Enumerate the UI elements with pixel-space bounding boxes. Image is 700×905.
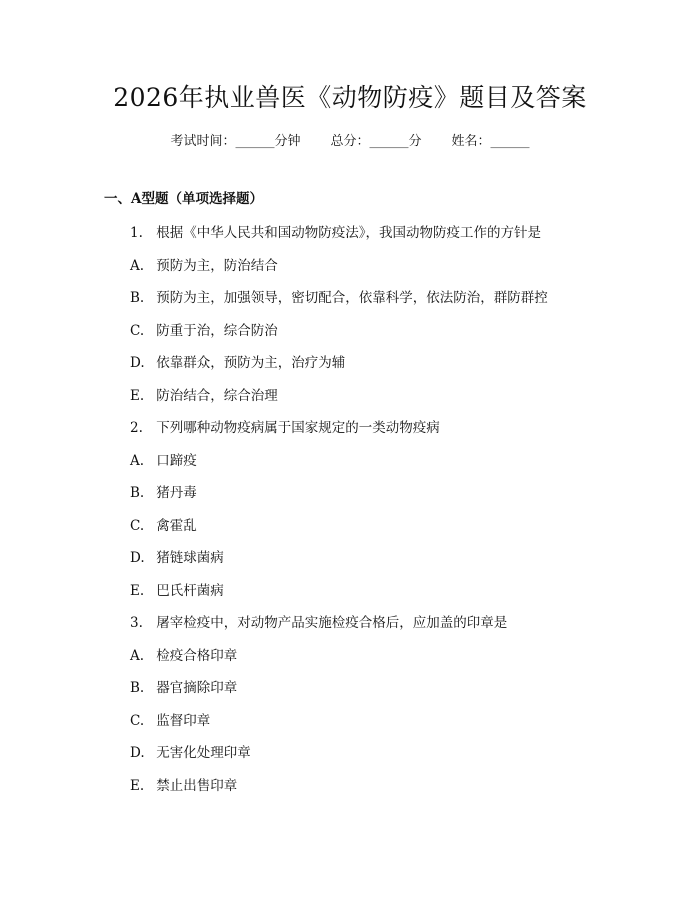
option-c [130, 322, 630, 355]
question-number: 2. [130, 420, 143, 436]
option-a [130, 257, 630, 290]
total-score-field: 总分：______分 [330, 134, 422, 149]
option-text: 器官摘除印章 [156, 680, 238, 696]
option-b [130, 484, 630, 517]
option-label: D. [130, 355, 145, 371]
option-label: A. [130, 452, 145, 469]
option-text: 防治结合，综合治理 [156, 387, 278, 404]
option-e [130, 387, 630, 420]
question-text: 下列哪种动物疫病属于国家规定的一类动物疫病 [156, 420, 440, 436]
option-label: C. [130, 712, 145, 729]
option-text: 监督印章 [156, 712, 211, 729]
question-stem [130, 614, 630, 647]
option-a [130, 647, 630, 680]
option-text: 检疫合格印章 [156, 647, 238, 664]
page-title: 2026年执业兽医《动物防疫》题目及答案 [113, 83, 587, 112]
option-text: 禁止出售印章 [156, 777, 238, 794]
option-d [130, 354, 630, 387]
option-c [130, 712, 630, 745]
option-label: C. [130, 517, 145, 534]
question-text: 根据《中华人民共和国动物防疫法》，我国动物防疫工作的方针是 [156, 225, 542, 241]
option-label: C. [130, 322, 145, 339]
question-list [130, 224, 630, 809]
option-d [130, 549, 630, 582]
option-text: 巴氏杆菌病 [156, 582, 224, 599]
option-label: A. [130, 257, 145, 274]
option-label: E. [130, 387, 145, 404]
section-heading: 一、A型题（单项选择题） [104, 191, 263, 207]
option-a [130, 452, 630, 485]
option-e [130, 777, 630, 810]
option-label: E. [130, 777, 145, 794]
option-label: D. [130, 550, 145, 566]
option-b [130, 289, 630, 322]
option-e [130, 582, 630, 615]
option-label: D. [130, 745, 145, 761]
question-stem [130, 419, 630, 452]
option-text: 依靠群众，预防为主，治疗为辅 [156, 355, 346, 371]
option-text: 猪丹毒 [156, 485, 197, 501]
option-d [130, 744, 630, 777]
question-number: 3. [130, 615, 143, 631]
option-label: B. [130, 290, 145, 306]
option-text: 禽霍乱 [156, 517, 197, 534]
option-label: A. [130, 647, 145, 664]
exam-time-field: 考试时间：______分钟 [170, 134, 301, 149]
option-label: B. [130, 680, 145, 696]
option-c [130, 517, 630, 550]
option-text: 防重于治，综合防治 [156, 322, 278, 339]
option-text: 预防为主，防治结合 [156, 257, 278, 274]
name-field: 姓名：______ [451, 134, 530, 149]
option-label: B. [130, 485, 145, 501]
question-number: 1. [130, 225, 143, 241]
option-text: 口蹄疫 [156, 452, 197, 469]
option-text: 猪链球菌病 [156, 550, 224, 566]
option-text: 预防为主，加强领导，密切配合，依靠科学，依法防治，群防群控 [156, 290, 548, 306]
option-label: E. [130, 582, 145, 599]
exam-info-line [0, 132, 700, 152]
question-stem [130, 224, 630, 257]
question-text: 屠宰检疫中，对动物产品实施检疫合格后，应加盖的印章是 [156, 615, 508, 631]
option-text: 无害化处理印章 [156, 745, 251, 761]
option-b [130, 679, 630, 712]
